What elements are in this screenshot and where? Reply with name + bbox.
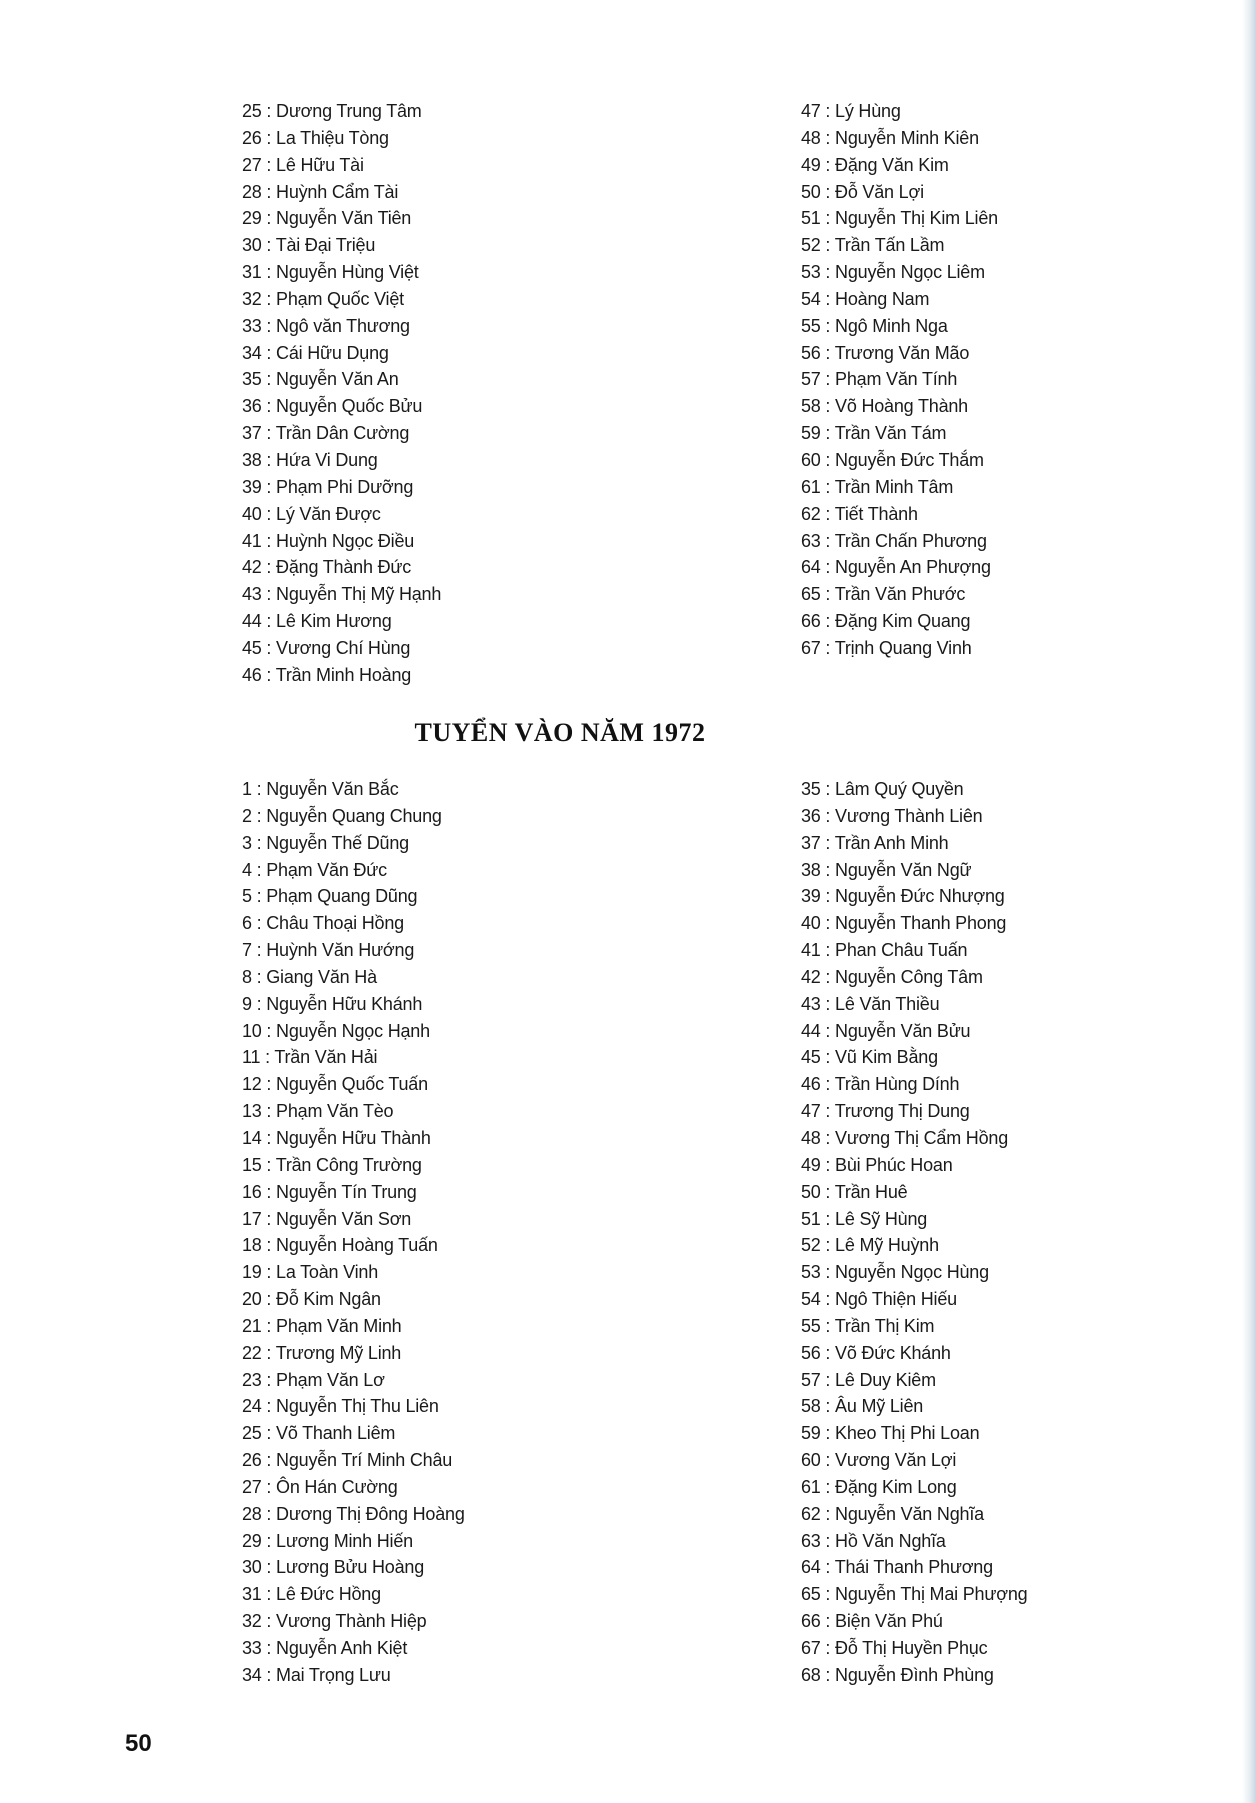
name-entry: 9 : Nguyễn Hữu Khánh xyxy=(242,993,423,1014)
name-entry: 47 : Trương Thị Dung xyxy=(801,1101,970,1122)
name-entry: 39 : Phạm Phi Dưỡng xyxy=(242,476,414,497)
name-entry: 66 : Đặng Kim Quang xyxy=(801,611,971,632)
name-entry: 32 : Phạm Quốc Việt xyxy=(242,288,404,309)
name-entry: 60 : Vương Văn Lợi xyxy=(801,1450,957,1471)
name-entry: 64 : Thái Thanh Phương xyxy=(801,1557,993,1578)
name-entry: 49 : Bùi Phúc Hoan xyxy=(801,1154,953,1175)
name-entry: 63 : Hồ Văn Nghĩa xyxy=(801,1530,946,1551)
name-entry: 68 : Nguyễn Đình Phùng xyxy=(801,1664,994,1685)
name-entry: 10 : Nguyễn Ngọc Hạnh xyxy=(242,1020,430,1041)
name-list-bottom-right xyxy=(801,776,1027,1689)
name-entry: 67 : Trịnh Quang Vinh xyxy=(801,637,972,658)
name-entry: 25 : Dương Trung Tâm xyxy=(242,101,422,121)
name-entry: 56 : Trương Văn Mão xyxy=(801,342,970,363)
name-entry: 5 : Phạm Quang Dũng xyxy=(242,886,418,907)
name-entry: 49 : Đặng Văn Kim xyxy=(801,154,949,175)
name-entry: 46 : Trần Minh Hoàng xyxy=(242,664,412,685)
name-entry: 43 : Nguyễn Thị Mỹ Hạnh xyxy=(242,584,442,605)
name-entry: 32 : Vương Thành Hiệp xyxy=(242,1611,427,1632)
name-entry: 2 : Nguyễn Quang Chung xyxy=(242,805,442,826)
name-entry: 34 : Cái Hữu Dụng xyxy=(242,342,389,363)
name-entry: 56 : Võ Đức Khánh xyxy=(801,1342,951,1363)
name-entry: 45 : Vương Chí Hùng xyxy=(242,637,411,658)
name-entry: 22 : Trương Mỹ Linh xyxy=(242,1342,402,1363)
name-entry: 46 : Trần Hùng Dính xyxy=(801,1074,960,1095)
name-entry: 29 : Nguyễn Văn Tiên xyxy=(242,208,412,229)
name-entry: 20 : Đỗ Kim Ngân xyxy=(242,1289,381,1310)
name-entry: 65 : Trần Văn Phước xyxy=(801,584,966,605)
name-entry: 26 : La Thiệu Tòng xyxy=(242,127,389,148)
name-entry: 53 : Nguyễn Ngọc Liêm xyxy=(801,262,985,283)
name-entry: 11 : Trần Văn Hải xyxy=(242,1047,378,1068)
name-entry: 13 : Phạm Văn Tèo xyxy=(242,1101,394,1122)
page-number: 50 xyxy=(125,1730,152,1757)
name-entry: 62 : Nguyễn Văn Nghĩa xyxy=(801,1503,984,1524)
name-entry: 26 : Nguyễn Trí Minh Châu xyxy=(242,1450,453,1471)
name-entry: 52 : Trần Tấn Lầm xyxy=(801,235,945,256)
name-entry: 62 : Tiết Thành xyxy=(801,503,918,524)
name-entry: 12 : Nguyễn Quốc Tuấn xyxy=(242,1074,428,1095)
name-entry: 45 : Vũ Kim Bằng xyxy=(801,1047,938,1068)
name-entry: 4 : Phạm Văn Đức xyxy=(242,859,387,880)
name-entry: 59 : Kheo Thị Phi Loan xyxy=(801,1423,980,1444)
name-entry: 17 : Nguyễn Văn Sơn xyxy=(242,1208,412,1229)
name-entry: 44 : Nguyễn Văn Bửu xyxy=(801,1020,971,1041)
name-entry: 51 : Nguyễn Thị Kim Liên xyxy=(801,208,998,229)
name-entry: 42 : Đặng Thành Đức xyxy=(242,557,412,578)
name-entry: 66 : Biện Văn Phú xyxy=(801,1611,943,1632)
name-entry: 27 : Lê Hữu Tài xyxy=(242,154,364,175)
name-entry: 33 : Nguyễn Anh Kiệt xyxy=(242,1638,408,1658)
name-entry: 58 : Âu Mỹ Liên xyxy=(801,1396,924,1417)
name-entry: 38 : Hứa Vi Dung xyxy=(242,449,378,470)
name-entry: 64 : Nguyễn An Phượng xyxy=(801,557,991,578)
name-entry: 39 : Nguyễn Đức Nhượng xyxy=(801,886,1005,907)
name-entry: 28 : Dương Thị Đông Hoàng xyxy=(242,1503,465,1524)
name-entry: 55 : Trần Thị Kim xyxy=(801,1315,935,1336)
name-entry: 7 : Huỳnh Văn Hướng xyxy=(242,940,415,961)
name-entry: 41 : Huỳnh Ngọc Điều xyxy=(242,530,415,551)
section-title: TUYỂN VÀO NĂM 1972 xyxy=(414,718,706,747)
name-entry: 47 : Lý Hùng xyxy=(801,101,901,121)
name-list-bottom-left xyxy=(242,776,465,1689)
name-entry: 41 : Phan Châu Tuấn xyxy=(801,940,968,961)
name-entry: 53 : Nguyễn Ngọc Hùng xyxy=(801,1262,989,1283)
name-entry: 18 : Nguyễn Hoàng Tuấn xyxy=(242,1235,438,1256)
name-entry: 37 : Trần Dân Cường xyxy=(242,423,410,444)
name-entry: 8 : Giang Văn Hà xyxy=(242,966,377,987)
name-entry: 31 : Lê Đức Hồng xyxy=(242,1584,381,1605)
name-entry: 57 : Lê Duy Kiêm xyxy=(801,1369,936,1390)
name-entry: 44 : Lê Kim Hương xyxy=(242,611,392,632)
name-entry: 38 : Nguyễn Văn Ngữ xyxy=(801,859,972,880)
name-entry: 35 : Nguyễn Văn An xyxy=(242,369,399,390)
name-entry: 65 : Nguyễn Thị Mai Phượng xyxy=(801,1584,1028,1605)
name-entry: 34 : Mai Trọng Lưu xyxy=(242,1664,391,1685)
name-entry: 40 : Lý Văn Được xyxy=(242,503,381,524)
name-entry: 43 : Lê Văn Thiều xyxy=(801,993,940,1014)
name-entry: 40 : Nguyễn Thanh Phong xyxy=(801,913,1007,934)
name-entry: 30 : Lương Bửu Hoàng xyxy=(242,1557,425,1578)
name-entry: 50 : Đỗ Văn Lợi xyxy=(801,181,924,202)
name-entry: 6 : Châu Thoại Hồng xyxy=(242,913,404,934)
name-list-top-right xyxy=(801,98,998,662)
page-edge-shadow xyxy=(1242,0,1256,1803)
name-entry: 19 : La Toàn Vinh xyxy=(242,1262,379,1283)
name-entry: 54 : Hoàng Nam xyxy=(801,288,930,309)
name-entry: 48 : Vương Thị Cẩm Hồng xyxy=(801,1127,1009,1148)
name-entry: 31 : Nguyễn Hùng Việt xyxy=(242,262,419,283)
name-entry: 33 : Ngô văn Thương xyxy=(242,315,410,336)
name-list-top-left xyxy=(242,98,441,689)
name-entry: 24 : Nguyễn Thị Thu Liên xyxy=(242,1396,439,1417)
name-entry: 36 : Vương Thành Liên xyxy=(801,805,983,826)
name-entry: 3 : Nguyễn Thế Dũng xyxy=(242,832,409,853)
name-entry: 42 : Nguyễn Công Tâm xyxy=(801,966,983,987)
name-entry: 37 : Trần Anh Minh xyxy=(801,832,949,853)
name-entry: 23 : Phạm Văn Lơ xyxy=(242,1369,385,1390)
name-entry: 58 : Võ Hoàng Thành xyxy=(801,396,968,417)
name-entry: 50 : Trần Huê xyxy=(801,1181,908,1202)
name-entry: 48 : Nguyễn Minh Kiên xyxy=(801,127,979,148)
name-entry: 15 : Trần Công Trường xyxy=(242,1154,422,1175)
name-entry: 16 : Nguyễn Tín Trung xyxy=(242,1181,417,1202)
name-entry: 52 : Lê Mỹ Huỳnh xyxy=(801,1235,939,1256)
name-entry: 63 : Trần Chấn Phương xyxy=(801,530,987,551)
name-entry: 27 : Ôn Hán Cường xyxy=(242,1476,398,1497)
name-entry: 51 : Lê Sỹ Hùng xyxy=(801,1208,928,1229)
name-entry: 29 : Lương Minh Hiến xyxy=(242,1530,413,1551)
name-entry: 60 : Nguyễn Đức Thắm xyxy=(801,449,984,470)
name-entry: 21 : Phạm Văn Minh xyxy=(242,1315,402,1336)
name-entry: 54 : Ngô Thiện Hiếu xyxy=(801,1289,957,1310)
name-entry: 59 : Trần Văn Tám xyxy=(801,423,947,444)
name-entry: 35 : Lâm Quý Quyền xyxy=(801,779,964,799)
name-entry: 14 : Nguyễn Hữu Thành xyxy=(242,1127,431,1148)
name-entry: 61 : Trần Minh Tâm xyxy=(801,476,954,497)
name-entry: 57 : Phạm Văn Tính xyxy=(801,369,958,390)
name-entry: 28 : Huỳnh Cẩm Tài xyxy=(242,181,399,202)
name-entry: 67 : Đỗ Thị Huyền Phục xyxy=(801,1638,988,1658)
name-entry: 25 : Võ Thanh Liêm xyxy=(242,1423,396,1444)
name-entry: 55 : Ngô Minh Nga xyxy=(801,315,948,336)
name-entry: 1 : Nguyễn Văn Bắc xyxy=(242,779,399,799)
name-entry: 61 : Đặng Kim Long xyxy=(801,1476,957,1497)
name-entry: 30 : Tài Đại Triệu xyxy=(242,235,376,256)
name-entry: 36 : Nguyễn Quốc Bửu xyxy=(242,396,423,417)
